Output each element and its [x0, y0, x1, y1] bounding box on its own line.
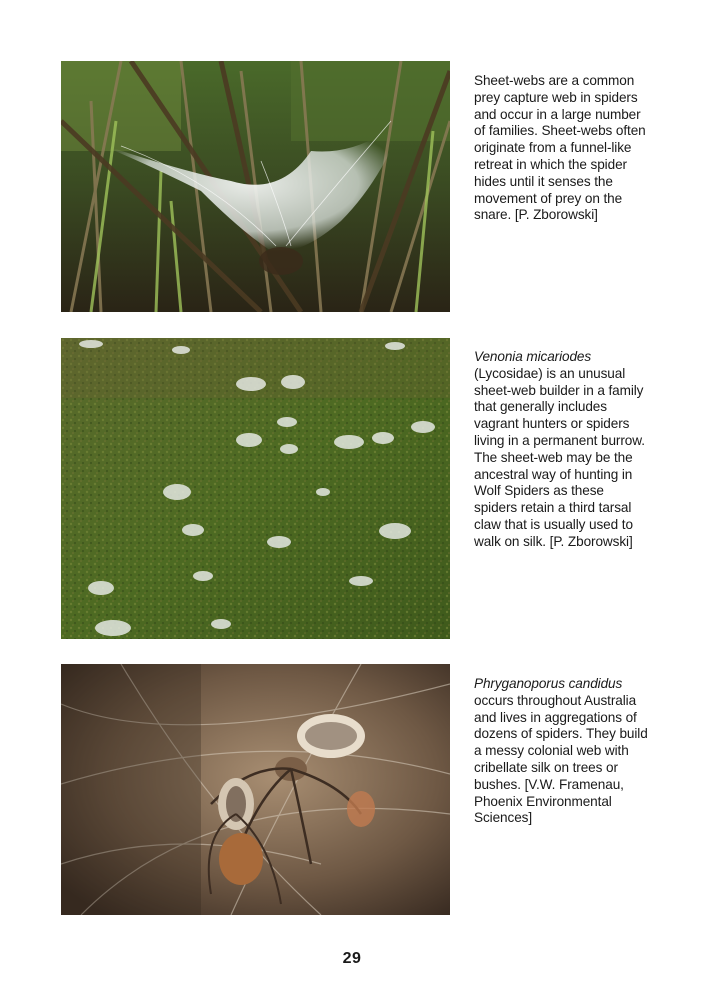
caption-text: Sheet-webs are a common prey capture web in spiders and occur in a large number of families. Sheet-webs often originate from a funnel-like retreat in which the spider hides until it senses the movement of prey on the snare. [P. Zborowski]	[474, 73, 646, 223]
photo-caption	[474, 349, 649, 551]
photo-caption	[474, 676, 649, 827]
caption-text: (Lycosidae) is an unusual sheet-web builder in a family that generally includes vagrant hunters or spiders living in a permanent burrow. The sheet-web may be the ancestral way of hunting in Wolf Spiders as these spiders retain a third tarsal claw that is usually used to walk on silk. [P. Zborowski]	[474, 365, 645, 549]
photo-caption	[474, 73, 649, 224]
sheet-web-photo	[61, 61, 450, 312]
caption-text: occurs throughout Australia and lives in aggregations of dozens of spiders. They build a messy colonial web with cribellate silk on trees or bushes. [V.W. Framenau, Phoenix Environmental Sciences]	[474, 692, 648, 826]
species-name: Phryganoporus candidus	[474, 676, 623, 691]
page-number: 29	[342, 950, 362, 967]
species-name: Venonia micariodes	[474, 349, 592, 364]
moss-sheet-webs-photo	[61, 338, 450, 639]
colonial-spiders-photo	[61, 664, 450, 915]
